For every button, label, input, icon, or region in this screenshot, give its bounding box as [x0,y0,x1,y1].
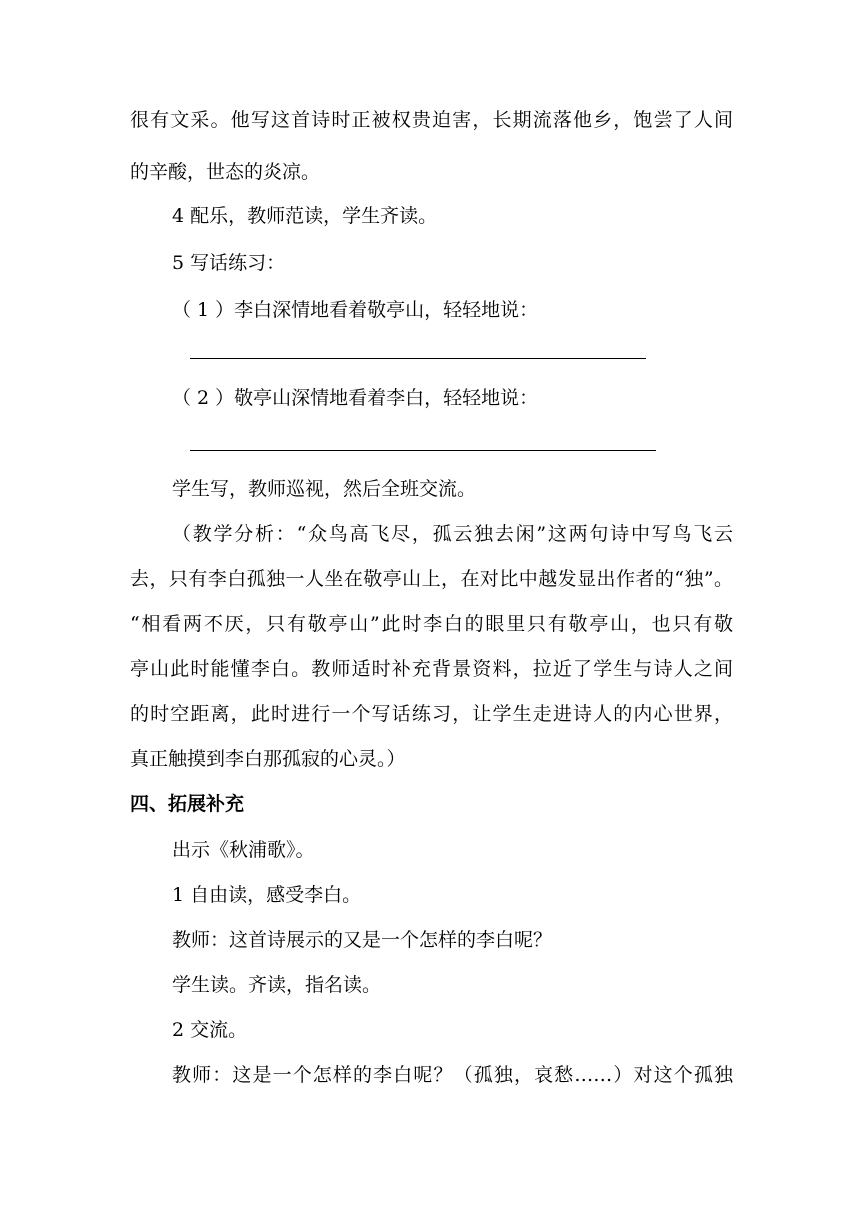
analysis-line-1: （教学分析：“众鸟高飞尽，孤云独去闲”这两句诗中写鸟飞云 [172,523,733,545]
paragraph-line-2: 的辛酸，世态的炎凉。 [130,161,321,183]
writing-prompt-1: （ 1 ）李白深情地看着敬亭山，轻轻地说： [172,299,539,321]
answer-line-1 [190,358,646,359]
step-1-line: 1 自由读，感受李白。 [172,884,362,906]
answer-line-2 [190,450,656,451]
analysis-line-5: 的时空距离，此时进行一个写话练习，让学生走进诗人的内心世界， [130,703,733,725]
paragraph-line-1: 很有文采。他写这首诗时正被权贵迫害，长期流落他乡，饱尝了人间 [130,109,733,131]
section-heading: 四、拓展补充 [130,793,245,815]
teacher-question-1: 教师：这首诗展示的又是一个怎样的李白呢？ [172,929,553,951]
teacher-question-2: 教师：这是一个怎样的李白呢？（孤独，哀愁……）对这个孤独 [172,1064,733,1086]
analysis-line-6: 真正触摸到李白那孤寂的心灵。） [130,748,406,770]
class-activity-line: 学生写，教师巡视，然后全班交流。 [172,478,477,500]
analysis-line-2: 去，只有李白孤独一人坐在敬亭山上，在对比中越发显出作者的“独”。 [130,568,733,590]
analysis-line-3: “相看两不厌，只有敬亭山”此时李白的眼里只有敬亭山，也只有敬 [130,613,733,635]
writing-prompt-2: （ 2 ）敬亭山深情地看着李白，轻轻地说： [172,387,539,409]
show-poem-line: 出示《秋浦歌》。 [172,839,315,861]
step-5-line: 5 写话练习： [172,252,286,274]
analysis-line-4: 亭山此时能懂李白。教师适时补充背景资料，拉近了学生与诗人之间 [130,658,733,680]
step-2-line: 2 交流。 [172,1019,248,1041]
student-reading-line: 学生读。齐读，指名读。 [172,974,382,996]
step-4-line: 4 配乐，教师范读，学生齐读。 [172,205,438,227]
